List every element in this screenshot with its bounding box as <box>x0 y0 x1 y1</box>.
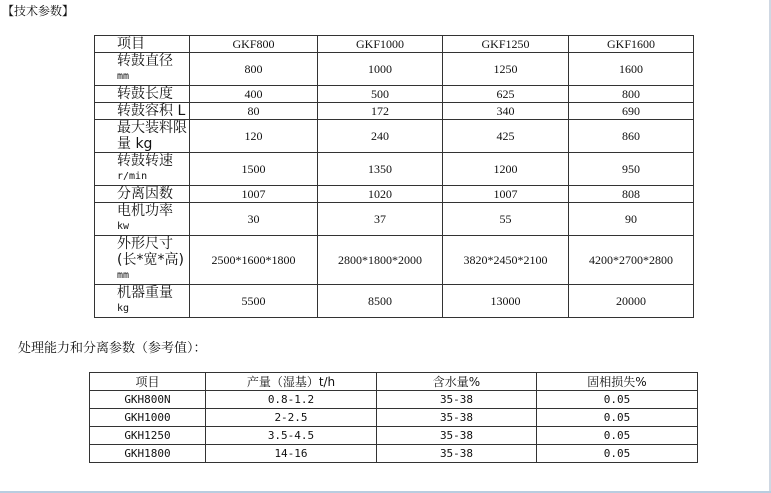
value-cell: 500 <box>318 86 443 103</box>
value-cell: 14-16 <box>206 445 377 463</box>
row-unit: kw <box>117 221 130 232</box>
value-cell: 808 <box>569 186 694 203</box>
row-label-cell <box>95 186 190 203</box>
table-row <box>95 103 694 120</box>
row-label: 机器重量 <box>117 285 173 301</box>
table-header-row <box>90 373 698 391</box>
row-label: 转鼓直径 <box>117 53 173 69</box>
value-cell: 0.05 <box>537 391 698 409</box>
row-label-cell <box>95 203 190 236</box>
value-cell: 35-38 <box>377 391 537 409</box>
spec-table <box>94 35 694 318</box>
value-cell: 2500*1600*1800 <box>190 236 318 285</box>
value-cell: 1200 <box>443 153 569 186</box>
row-label: 最大装料限 <box>117 120 187 136</box>
row-unit: mm <box>117 71 130 82</box>
row-unit: r/min <box>117 171 148 182</box>
row-label-cell <box>95 153 190 186</box>
header-cell: 含水量% <box>377 373 537 391</box>
header-cell: GKF1250 <box>443 36 569 53</box>
value-cell: 1007 <box>443 186 569 203</box>
value-cell: 8500 <box>318 285 443 318</box>
value-cell: 1007 <box>190 186 318 203</box>
value-cell: 1000 <box>318 53 443 86</box>
value-cell: 340 <box>443 103 569 120</box>
row-label: 转鼓容积 L <box>117 103 186 119</box>
header-cell: 项目 <box>95 36 190 53</box>
value-cell: GKH1250 <box>90 427 206 445</box>
value-cell: 240 <box>318 120 443 153</box>
header-cell: 项目 <box>90 373 206 391</box>
value-cell: 0.8-1.2 <box>206 391 377 409</box>
value-cell: GKH1800 <box>90 445 206 463</box>
value-cell: 0.05 <box>537 409 698 427</box>
value-cell: 1250 <box>443 53 569 86</box>
value-cell: 80 <box>190 103 318 120</box>
table-row <box>95 285 694 318</box>
value-cell: GKH1000 <box>90 409 206 427</box>
value-cell: 400 <box>190 86 318 103</box>
table-row <box>95 186 694 203</box>
value-cell: 1600 <box>569 53 694 86</box>
table-row <box>95 120 694 153</box>
table-row <box>90 409 698 427</box>
value-cell: 860 <box>569 120 694 153</box>
row-label: 转鼓长度 <box>117 86 173 102</box>
value-cell: 2-2.5 <box>206 409 377 427</box>
table-row <box>95 203 694 236</box>
capacity-title: 处理能力和分离参数（参考值）： <box>18 341 207 356</box>
value-cell: 1500 <box>190 153 318 186</box>
header-cell: GKF1000 <box>318 36 443 53</box>
value-cell: 13000 <box>443 285 569 318</box>
row-label: 转鼓转速 <box>117 153 173 169</box>
row-label-cell <box>95 53 190 86</box>
value-cell: 950 <box>569 153 694 186</box>
value-cell: 90 <box>569 203 694 236</box>
section-title: 【技术参数】 <box>2 4 75 18</box>
value-cell: 1020 <box>318 186 443 203</box>
value-cell: GKH800N <box>90 391 206 409</box>
row-unit: mm <box>117 270 130 281</box>
value-cell: 35-38 <box>377 409 537 427</box>
value-cell: 0.05 <box>537 445 698 463</box>
value-cell: 35-38 <box>377 445 537 463</box>
value-cell: 172 <box>318 103 443 120</box>
value-cell: 425 <box>443 120 569 153</box>
table-row <box>95 86 694 103</box>
value-cell: 37 <box>318 203 443 236</box>
row-label-extra: (长*宽*高) <box>117 252 184 268</box>
value-cell: 3.5-4.5 <box>206 427 377 445</box>
capacity-table <box>89 372 698 463</box>
table-row <box>95 153 694 186</box>
value-cell: 0.05 <box>537 427 698 445</box>
row-label-cell <box>95 86 190 103</box>
header-cell: 固相损失% <box>537 373 698 391</box>
table-header-row <box>95 36 694 53</box>
value-cell: 30 <box>190 203 318 236</box>
header-cell: 产量（湿基）t/h <box>206 373 377 391</box>
row-label-cell <box>95 236 190 285</box>
table-row <box>90 427 698 445</box>
header-cell: GKF800 <box>190 36 318 53</box>
value-cell: 3820*2450*2100 <box>443 236 569 285</box>
value-cell: 20000 <box>569 285 694 318</box>
table-row <box>95 53 694 86</box>
value-cell: 800 <box>190 53 318 86</box>
value-cell: 1350 <box>318 153 443 186</box>
value-cell: 2800*1800*2000 <box>318 236 443 285</box>
value-cell: 690 <box>569 103 694 120</box>
row-unit: 量 kg <box>117 136 153 152</box>
value-cell: 4200*2700*2800 <box>569 236 694 285</box>
row-label-cell <box>95 120 190 153</box>
value-cell: 625 <box>443 86 569 103</box>
row-unit: kg <box>117 303 130 314</box>
value-cell: 55 <box>443 203 569 236</box>
row-label: 外形尺寸 <box>117 236 173 252</box>
row-label-cell <box>95 103 190 120</box>
value-cell: 800 <box>569 86 694 103</box>
row-label: 分离因数 <box>117 186 173 202</box>
value-cell: 35-38 <box>377 427 537 445</box>
table-row <box>90 445 698 463</box>
value-cell: 120 <box>190 120 318 153</box>
table-row <box>95 236 694 285</box>
row-label-cell <box>95 285 190 318</box>
table-row <box>90 391 698 409</box>
header-cell: GKF1600 <box>569 36 694 53</box>
value-cell: 5500 <box>190 285 318 318</box>
row-label: 电机功率 <box>117 203 173 219</box>
